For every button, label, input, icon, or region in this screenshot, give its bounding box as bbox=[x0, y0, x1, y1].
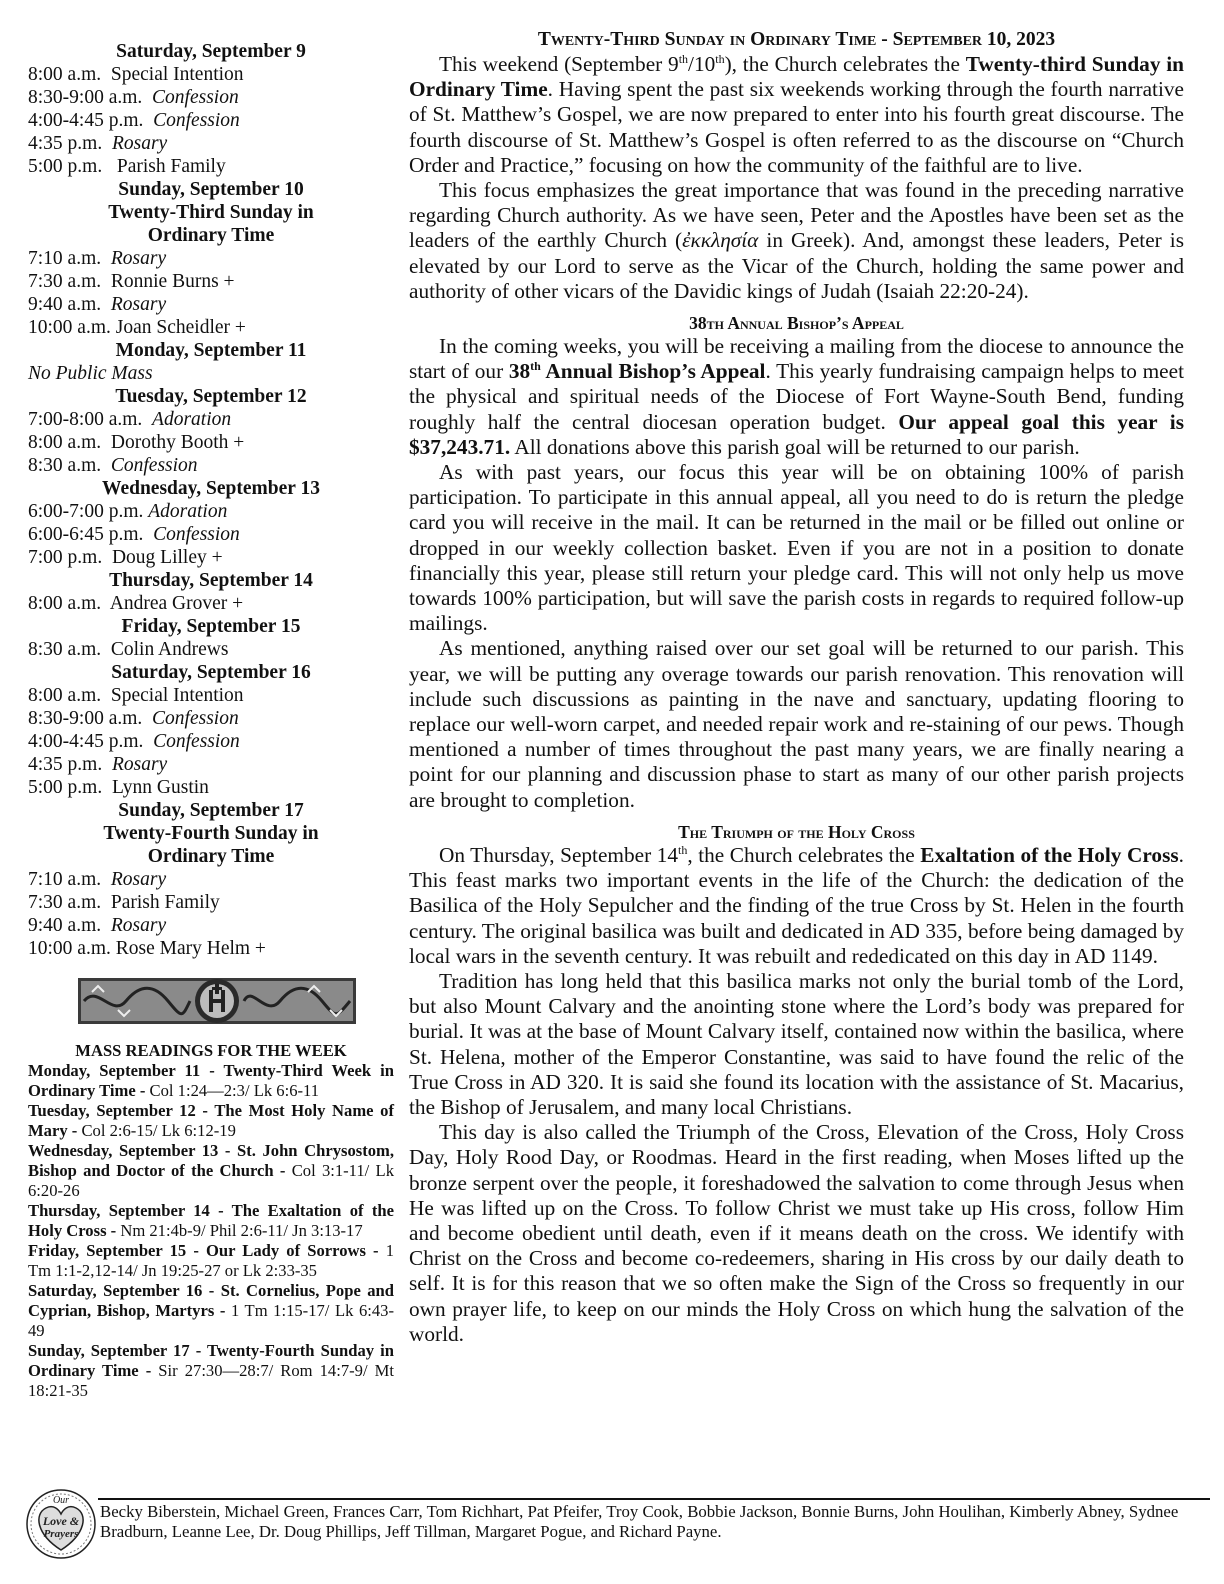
schedule-intention: Rosary bbox=[111, 133, 168, 154]
article-heading-appeal: 38th Annual Bishop’s Appeal bbox=[689, 313, 904, 334]
reading-entry bbox=[28, 1061, 394, 1101]
schedule-time: 8:00 a.m. bbox=[28, 593, 110, 614]
schedule-entry bbox=[28, 155, 394, 178]
reading-day: Sunday, September 17 - Twenty-Fourth Sunday in Ordinary Time - bbox=[28, 1341, 394, 1380]
schedule-intention: Dorothy Booth + bbox=[110, 432, 245, 453]
schedule-entry bbox=[28, 431, 394, 454]
schedule-entry bbox=[28, 914, 394, 937]
schedule-time: 8:00 a.m. bbox=[28, 64, 111, 85]
schedule-entry bbox=[28, 270, 394, 293]
left-column bbox=[28, 40, 394, 1401]
schedule-time: 5:00 p.m. bbox=[28, 777, 112, 798]
reading-day: Wednesday, September 13 - St. John Chrysostom, Bishop and Doctor of the Church - bbox=[28, 1141, 394, 1180]
article-appeal-paragraph: In the coming weeks, you will be receiving a mailing from the diocese to announce the start of our 38th Annual Bishop’s Appeal. This yearly fundraising campaign helps to meet the physical and spiritual needs of the Diocese of Fort Wayne-South Bend, funding roughly half the central diocesan operation budget. Our appeal goal this year is $37,243.71. All donations above this parish goal will be returned to our parish. bbox=[409, 334, 1184, 459]
schedule-entry bbox=[28, 316, 394, 339]
schedule-time: 8:30-9:00 a.m. bbox=[28, 708, 153, 729]
schedule-entry bbox=[28, 707, 394, 730]
svg-text:Prayers: Prayers bbox=[43, 1528, 79, 1540]
schedule-time: 9:40 a.m. bbox=[28, 915, 111, 936]
schedule-entry bbox=[28, 362, 394, 385]
readings-title: MASS READINGS FOR THE WEEK bbox=[75, 1041, 347, 1060]
schedule-day-heading: Tuesday, September 12 bbox=[115, 386, 307, 407]
schedule-intention: Ronnie Burns + bbox=[110, 271, 235, 292]
schedule-day-heading: Sunday, September 10 bbox=[118, 179, 304, 200]
schedule-day-heading: Sunday, September 17 bbox=[118, 800, 304, 821]
schedule-entry bbox=[28, 408, 394, 431]
article-sunday-paragraph: This weekend (September 9th/10th), the Church celebrates the Twenty-third Sunday in Ordinary Time. Having spent the past six weekends working through the fourth narrative of St. Matthew’s Gospel, we are now prepared to enter into his fourth great discourse. The fourth discourse of St. Matthew’s Gospel is often referred to as the discourse on “Church Order and Practice,” focusing on how the community of the faithful are to live. bbox=[409, 51, 1184, 177]
ihs-ornament-icon bbox=[78, 974, 356, 1028]
schedule-entry bbox=[28, 592, 394, 615]
schedule-entry bbox=[28, 109, 394, 132]
schedule-intention: Parish Family bbox=[110, 892, 220, 913]
schedule-intention: Confession bbox=[152, 87, 239, 108]
schedule-time: 4:00-4:45 p.m. bbox=[28, 731, 154, 752]
schedule-time: 7:00 p.m. bbox=[28, 547, 112, 568]
svg-text:Our: Our bbox=[52, 1495, 70, 1506]
schedule-entry bbox=[28, 500, 394, 523]
reading-refs: Col 3:1-11/ Lk 6:20-26 bbox=[28, 1161, 394, 1200]
schedule-intention: Lynn Gustin bbox=[111, 777, 209, 798]
schedule-day-subheading: Twenty-Fourth Sunday in bbox=[103, 823, 319, 844]
reading-day: Thursday, September 14 - The Exaltation of the Holy Cross - bbox=[28, 1201, 394, 1240]
schedule-time: 4:00-4:45 p.m. bbox=[28, 110, 154, 131]
schedule-intention: Rosary bbox=[110, 294, 167, 315]
schedule-entry bbox=[28, 546, 394, 569]
reading-entry bbox=[28, 1341, 394, 1401]
schedule-time: 8:30 a.m. bbox=[28, 639, 111, 660]
reading-refs: 1 Tm 1:1-2,12-14/ Jn 19:25-27 or Lk 2:33-35 bbox=[28, 1241, 394, 1280]
right-column bbox=[409, 28, 1184, 1347]
schedule-intention: Rosary bbox=[110, 915, 167, 936]
schedule-intention: Adoration bbox=[152, 409, 232, 430]
reading-entry bbox=[28, 1141, 394, 1201]
prayer-list-footer bbox=[20, 1488, 1190, 1560]
schedule-day-heading: Saturday, September 16 bbox=[111, 662, 311, 683]
schedule-intention: Confession bbox=[153, 731, 240, 752]
schedule-time: 4:35 p.m. bbox=[28, 754, 112, 775]
reading-refs: 1 Tm 1:15-17/ Lk 6:43-49 bbox=[28, 1301, 394, 1340]
reading-day: Monday, September 11 - Twenty-Third Week in Ordinary Time - bbox=[28, 1061, 394, 1100]
article-holy-cross-paragraph: This day is also called the Triumph of the Cross, Elevation of the Cross, Holy Cross Day, Holy Rood Day, or Roodmas. Heard in the first reading, when Moses lifted up the bronze serpent over the people, it foreshadowed the salvation to come through Jesus when He was lifted up on the Cross. To follow Christ we must take up His cross, follow Him and become obedient until death, even if it means death on the cross. We identify with Christ on the Cross and become co-redeemers, sharing in His cross by our daily death to self. It is for this reason that we so often make the Sign of the Cross so frequently in our own prayer life, to keep on our minds the Holy Cross on which hung the salvation of the world. bbox=[409, 1120, 1184, 1346]
mass-schedule bbox=[28, 40, 394, 960]
schedule-time: 7:10 a.m. bbox=[28, 869, 111, 890]
schedule-intention: Confession bbox=[153, 110, 240, 131]
reading-entry bbox=[28, 1201, 394, 1241]
reading-day: Friday, September 15 - Our Lady of Sorrows - bbox=[28, 1241, 386, 1260]
schedule-time: 9:40 a.m. bbox=[28, 294, 111, 315]
schedule-intention: Confession bbox=[152, 708, 239, 729]
schedule-entry bbox=[28, 776, 394, 799]
article-sunday-paragraph: This focus emphasizes the great importance that was found in the preceding narrative regarding Church authority. As we have seen, Peter and the Apostles have been set as the leaders of the earthly Church (ἐκκλησία in Greek). And, amongst these leaders, Peter is elevated by our Lord to serve as the Vicar of the Church, holding the same power and authority of other vicars of the Davidic kings of Judah (Isaiah 22:20-24). bbox=[409, 178, 1184, 303]
schedule-entry bbox=[28, 868, 394, 891]
schedule-entry bbox=[28, 293, 394, 316]
svg-text:Love &: Love & bbox=[42, 1514, 80, 1528]
schedule-entry bbox=[28, 454, 394, 477]
schedule-intention: Adoration bbox=[148, 501, 228, 522]
prayer-names: Becky Biberstein, Michael Green, Frances Carr, Tom Richhart, Pat Pfeifer, Troy Cook, Bobbie Jackson, Bonnie Burns, John Houlihan, Kimberly Abney, Sydnee Bradburn, Leanne Lee, Dr. Doug Phillips, Jeff Tillman, Margaret Pogue, and Richard Payne. bbox=[100, 1502, 1179, 1541]
schedule-intention: Rose Mary Helm + bbox=[115, 938, 266, 959]
schedule-day-heading: Friday, September 15 bbox=[121, 616, 301, 637]
schedule-time: 8:00 a.m. bbox=[28, 432, 111, 453]
schedule-intention: Andrea Grover + bbox=[109, 593, 244, 614]
reading-entry bbox=[28, 1241, 394, 1281]
reading-refs: Nm 21:4b-9/ Phil 2:6-11/ Jn 3:13-17 bbox=[120, 1221, 363, 1240]
schedule-time: 7:00-8:00 a.m. bbox=[28, 409, 153, 430]
schedule-time: 8:30 a.m. bbox=[28, 455, 111, 476]
schedule-entry bbox=[28, 523, 394, 546]
schedule-time: 10:00 a.m. bbox=[28, 317, 116, 338]
schedule-entry bbox=[28, 684, 394, 707]
schedule-time: 6:00-7:00 p.m. bbox=[28, 501, 149, 522]
schedule-entry bbox=[28, 730, 394, 753]
mass-readings bbox=[28, 1041, 394, 1401]
reading-day: Tuesday, September 12 - The Most Holy Name of Mary - bbox=[28, 1101, 394, 1140]
schedule-time: 4:35 p.m. bbox=[28, 133, 112, 154]
schedule-intention: Rosary bbox=[111, 754, 168, 775]
schedule-intention: Confession bbox=[110, 455, 198, 476]
schedule-time: 10:00 a.m. bbox=[28, 938, 116, 959]
reading-day: Saturday, September 16 - St. Cornelius, Pope and Cyprian, Bishop, Martyrs - bbox=[28, 1281, 394, 1320]
schedule-day-subheading: Ordinary Time bbox=[147, 225, 275, 246]
article-heading-sunday: Twenty-Third Sunday in Ordinary Time - September 10, 2023 bbox=[537, 29, 1056, 50]
schedule-time: 6:00-6:45 p.m. bbox=[28, 524, 154, 545]
article-appeal-paragraph: As mentioned, anything raised over our set goal will be returned to our parish. This year, we will be putting any overage towards our parish renovation. This renovation will include such discussions as painting in the nave and sanctuary, updating flooring to replace our well-worn carpet, and needed repair work and re-staining of our pews. Though mentioned a number of times throughout the past many years, we are finally nearing a point for our planning and discussion phase to start as many of our other parish projects are brought to completion. bbox=[409, 636, 1184, 812]
heart-badge-icon bbox=[24, 1488, 98, 1560]
schedule-intention: Rosary bbox=[110, 869, 167, 890]
schedule-entry bbox=[28, 63, 394, 86]
schedule-entry bbox=[28, 86, 394, 109]
footer-rule bbox=[98, 1498, 1210, 1500]
schedule-intention: Rosary bbox=[110, 248, 167, 269]
schedule-entry bbox=[28, 753, 394, 776]
schedule-intention: Special Intention bbox=[110, 64, 244, 85]
schedule-time: 5:00 p.m. bbox=[28, 156, 117, 177]
reading-refs: Col 2:6-15/ Lk 6:12-19 bbox=[81, 1121, 236, 1140]
schedule-entry bbox=[28, 638, 394, 661]
reading-entry bbox=[28, 1281, 394, 1341]
schedule-entry bbox=[28, 891, 394, 914]
schedule-day-subheading: Ordinary Time bbox=[147, 846, 275, 867]
schedule-entry bbox=[28, 247, 394, 270]
reading-refs: Sir 27:30—28:7/ Rom 14:7-9/ Mt 18:21-35 bbox=[28, 1361, 394, 1400]
schedule-intention: Colin Andrews bbox=[110, 639, 229, 660]
reading-refs: Col 1:24—2:3/ Lk 6:6-11 bbox=[149, 1081, 320, 1100]
schedule-intention: No Public Mass bbox=[28, 363, 153, 384]
schedule-time: 8:30-9:00 a.m. bbox=[28, 87, 153, 108]
schedule-intention: Special Intention bbox=[110, 685, 244, 706]
schedule-intention: Doug Lilley + bbox=[111, 547, 223, 568]
schedule-day-heading: Thursday, September 14 bbox=[109, 570, 313, 591]
schedule-entry bbox=[28, 132, 394, 155]
schedule-day-heading: Saturday, September 9 bbox=[116, 41, 306, 62]
schedule-intention: Confession bbox=[153, 524, 240, 545]
schedule-intention: Joan Scheidler + bbox=[115, 317, 246, 338]
article-heading-holy-cross: The Triumph of the Holy Cross bbox=[678, 821, 915, 842]
schedule-day-heading: Monday, September 11 bbox=[115, 340, 307, 361]
schedule-time: 7:30 a.m. bbox=[28, 271, 111, 292]
schedule-entry bbox=[28, 937, 394, 960]
schedule-intention: Parish Family bbox=[116, 156, 226, 177]
schedule-day-subheading: Twenty-Third Sunday in bbox=[108, 202, 314, 223]
article-appeal-paragraph: As with past years, our focus this year will be on obtaining 100% of parish participation. To participate in this annual appeal, all you need to do is return the pledge card you will receive in the mail. It can be returned in the mail or be filled out online or dropped in our weekly collection basket. Even if you are not in a position to donate financially this year, please still return your pledge card. This will not only help us move towards 100% participation, but will save the parish costs in regards to required follow-up mailings. bbox=[409, 460, 1184, 636]
schedule-time: 8:00 a.m. bbox=[28, 685, 111, 706]
article-holy-cross-paragraph: Tradition has long held that this basilica marks not only the burial tomb of the Lord, but also Mount Calvary and the anointing stone where the Lord’s body was prepared for burial. It was at the base of Mount Calvary itself, contained now within the basilica, where St. Helena, mother of the Emperor Constantine, was said to have found the relic of the True Cross in AD 320. It is said she found its location with the assistance of St. Macarius, the Bishop of Jerusalem, and many local Christians. bbox=[409, 968, 1184, 1119]
schedule-day-heading: Wednesday, September 13 bbox=[102, 478, 320, 499]
reading-entry bbox=[28, 1101, 394, 1141]
schedule-time: 7:10 a.m. bbox=[28, 248, 111, 269]
article-holy-cross-paragraph: On Thursday, September 14th, the Church celebrates the Exaltation of the Holy Cross. This feast marks two important events in the life of the Church: the dedication of the Basilica of the Holy Sepulcher and the finding of the true Cross by St. Helen in the fourth century. The original basilica was built and dedicated in AD 335, before being damaged by local wars in the seventh century. It was rebuilt and rededicated on this day in AD 1149. bbox=[409, 842, 1184, 968]
schedule-time: 7:30 a.m. bbox=[28, 892, 111, 913]
